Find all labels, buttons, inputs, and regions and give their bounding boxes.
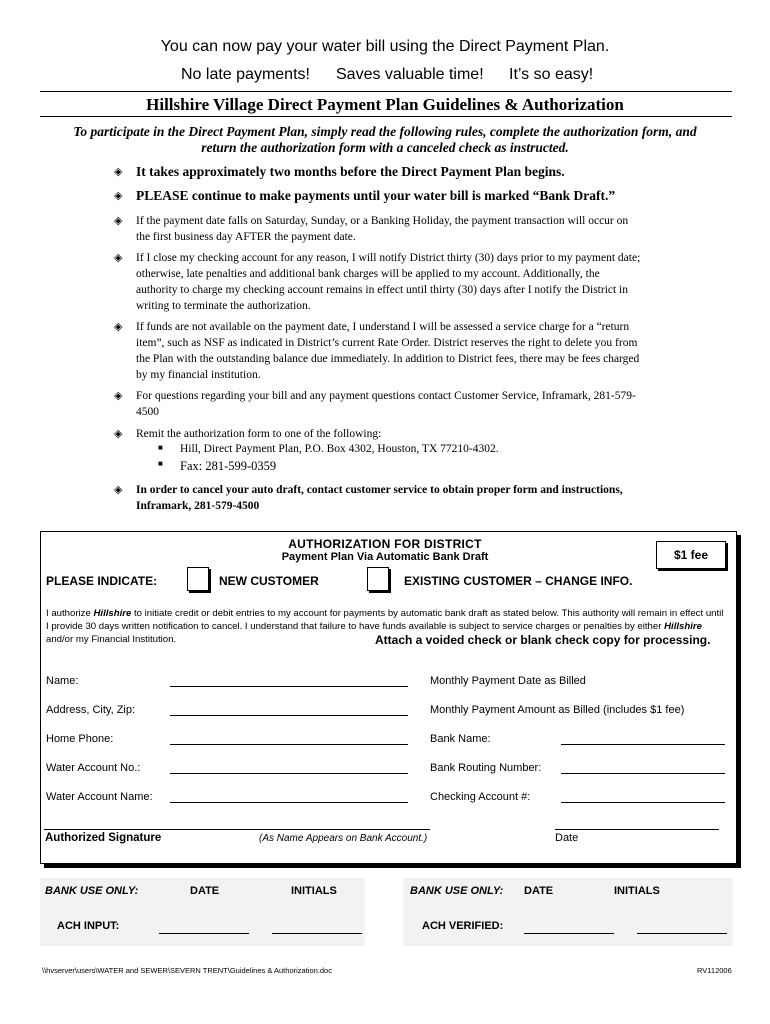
home-phone-label: Home Phone: [46, 733, 114, 745]
ach-input-date-field[interactable] [159, 933, 249, 934]
diamond-bullet-icon: ◈ [114, 190, 123, 202]
file-path: \\hvserver\users\WATER and SEWER\SEVERN TRENT\Guidelines & Authorization.doc [42, 966, 332, 975]
existing-customer-checkbox[interactable] [367, 567, 389, 591]
new-customer-checkbox[interactable] [187, 567, 209, 591]
rule-text: If funds are not available on the payment date, I understand I will be assessed a service charge for a “return item”, such as NSF as indicated in District’s current Rate Order. District reserves the right to delete you from the Plan with the outstanding balance due immediately. In addition to District fees, there may be fees charged by my financial institution. [136, 321, 640, 381]
initials-column-label: INITIALS [614, 885, 660, 897]
home-phone-field[interactable] [170, 744, 408, 745]
bank-use-only-label: BANK USE ONLY: [45, 885, 139, 897]
water-account-no-field[interactable] [170, 773, 408, 774]
auth-title: AUTHORIZATION FOR DISTRICT [288, 537, 482, 551]
diamond-bullet-icon: ◈ [114, 390, 123, 402]
auth-subtitle: Payment Plan Via Automatic Bank Draft [281, 551, 489, 563]
date-field[interactable] [555, 829, 719, 830]
initials-column-label: INITIALS [291, 885, 337, 897]
please-indicate-label: PLEASE INDICATE: [46, 574, 158, 588]
rule-text: If I close my checking account for any reason, I will notify District thirty (30) days prior to my payment date; otherwise, late penalties and additional bank charges will be applied to my account. Additionally, the authority to charge my checking account remains in effect until thirty (30) days after I notify the District in writing to terminate the authorization. [136, 252, 641, 312]
name-label: Name: [46, 675, 79, 687]
para-company: Hillshire [664, 621, 702, 632]
para-part: I authorize [46, 608, 94, 619]
banner-line-1: You can now pay your water bill using the Direct Payment Plan. [160, 38, 610, 55]
date-column-label: DATE [524, 885, 554, 897]
rule-text: For questions regarding your bill and any payment questions contact Customer Service, Inframark, 281-579-4500 [136, 390, 636, 418]
bank-routing-field[interactable] [561, 773, 725, 774]
existing-customer-label: EXISTING CUSTOMER – CHANGE INFO. [404, 574, 633, 588]
checking-account-field[interactable] [561, 802, 725, 803]
diamond-bullet-icon: ◈ [114, 252, 123, 264]
intro-line-2: return the authorization form with a canceled check as instructed. [201, 140, 569, 155]
date-column-label: DATE [190, 885, 220, 897]
title-top-rule [40, 91, 732, 92]
bank-name-field[interactable] [561, 744, 725, 745]
para-company: Hillshire [93, 608, 132, 619]
rule-item [114, 426, 644, 444]
checking-account-label: Checking Account #: [430, 791, 531, 803]
diamond-bullet-icon: ◈ [114, 428, 123, 440]
rule-item [114, 188, 644, 206]
ach-input-initials-field[interactable] [272, 933, 362, 934]
ach-verified-date-field[interactable] [524, 933, 614, 934]
rule-item [114, 388, 644, 422]
rule-text: Remit the authorization form to one of the following: [136, 428, 382, 440]
fee-badge: $1 fee [656, 541, 726, 569]
banner-line-2a: No late payments! [181, 66, 310, 83]
signature-field[interactable] [44, 829, 430, 830]
rule-item [114, 482, 644, 516]
rule-text: If the payment date falls on Saturday, Sunday, or a Banking Holiday, the payment transaction will occur on the first business day AFTER the payment date. [136, 215, 629, 243]
address-label: Address, City, Zip: [46, 704, 136, 716]
new-customer-label: NEW CUSTOMER [219, 574, 319, 588]
bank-routing-label: Bank Routing Number: [430, 762, 542, 774]
water-account-name-label: Water Account Name: [46, 791, 153, 803]
bank-name-label: Bank Name: [430, 733, 491, 745]
rule-text: It takes approximately two months before the Direct Payment Plan begins. [136, 164, 565, 179]
ach-verified-initials-field[interactable] [637, 933, 727, 934]
signature-label: Authorized Signature [45, 832, 162, 844]
ach-input-label: ACH INPUT: [57, 920, 120, 932]
remit-option-text: Fax: 281-599-0359 [180, 459, 277, 473]
diamond-bullet-icon: ◈ [114, 166, 123, 178]
signature-note: (As Name Appears on Bank Account.) [259, 833, 428, 844]
diamond-bullet-icon: ◈ [114, 321, 123, 333]
bank-use-only-label: BANK USE ONLY: [410, 885, 504, 897]
revision-code: RV112006 [697, 966, 732, 975]
para-part: to initiate credit or debit entries to my account for payments by automatic bank draft as stated below. This authority will remain in effect until I provide 30 days written notification to cancel. I understand that failure to have funds available is subject to service charges or penalties by either [46, 608, 724, 632]
rule-item [114, 164, 644, 182]
date-label: Date [555, 832, 579, 844]
monthly-payment-date-label: Monthly Payment Date as Billed [430, 675, 586, 687]
para-part: and/or my Financial Institution. [46, 634, 177, 645]
diamond-bullet-icon: ◈ [114, 215, 123, 227]
rule-item [114, 250, 644, 316]
rule-text: In order to cancel your auto draft, contact customer service to obtain proper form and instructions, Inframark, 281-579-4500 [136, 484, 623, 512]
document-title: Hillshire Village Direct Payment Plan Guidelines & Authorization [146, 95, 624, 114]
address-field[interactable] [170, 715, 408, 716]
banner-line-2c: It’s so easy! [509, 66, 594, 83]
water-account-name-field[interactable] [170, 802, 408, 803]
rule-item [114, 213, 644, 247]
rule-item [114, 319, 644, 385]
rule-text: PLEASE continue to make payments until your water bill is marked “Bank Draft.” [136, 188, 616, 203]
name-field[interactable] [170, 686, 408, 687]
intro-line-1: To participate in the Direct Payment Plan, simply read the following rules, complete the authorization form, and [73, 124, 697, 139]
title-bottom-rule [40, 116, 732, 117]
attach-instruction: Attach a voided check or blank check copy for processing. [375, 633, 711, 647]
monthly-payment-amount-label: Monthly Payment Amount as Billed (includes $1 fee) [430, 704, 685, 716]
remit-option-text: Hill, Direct Payment Plan, P.O. Box 4302, Houston, TX 77210-4302. [180, 443, 499, 455]
banner-line-2b: Saves valuable time! [336, 66, 484, 83]
water-account-no-label: Water Account No.: [46, 762, 141, 774]
diamond-bullet-icon: ◈ [114, 484, 123, 496]
square-bullet-icon: ■ [158, 459, 163, 468]
ach-verified-label: ACH VERIFIED: [422, 920, 504, 932]
square-bullet-icon: ■ [158, 443, 163, 452]
